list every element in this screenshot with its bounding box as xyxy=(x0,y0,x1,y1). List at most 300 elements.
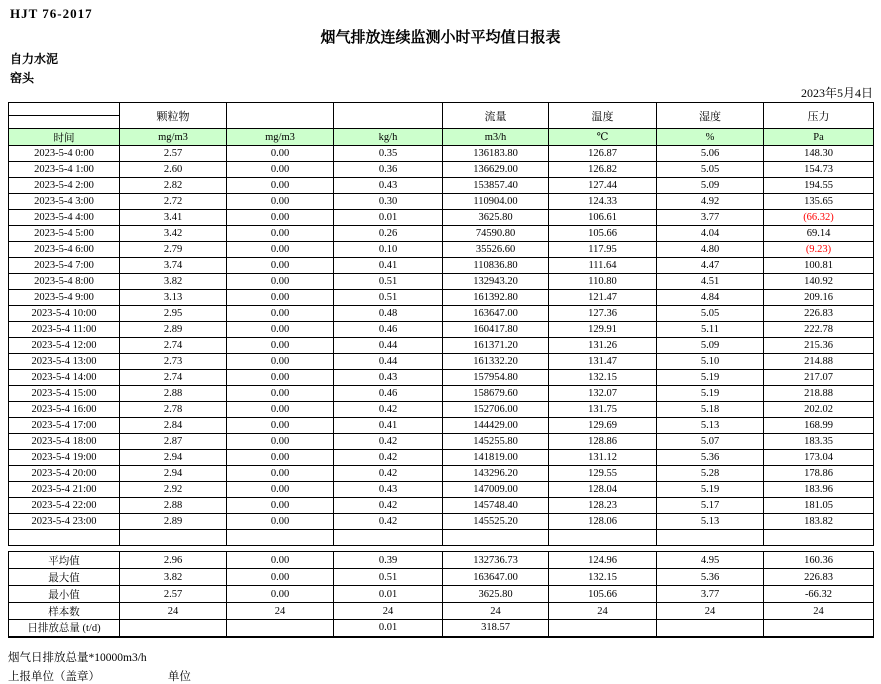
value-cell: 5.18 xyxy=(657,402,764,418)
value-cell: 4.47 xyxy=(657,258,764,274)
value-cell: 145525.20 xyxy=(443,514,549,530)
report-page xyxy=(0,6,881,683)
row-label-cell xyxy=(9,530,120,546)
value-cell: 0.42 xyxy=(334,450,443,466)
value-cell: 0.42 xyxy=(334,514,443,530)
value-cell: 132943.20 xyxy=(443,274,549,290)
value-cell: 161392.80 xyxy=(443,290,549,306)
table-row xyxy=(9,322,874,338)
value-cell: 131.75 xyxy=(549,402,657,418)
value-cell: 178.86 xyxy=(764,466,874,482)
table-row xyxy=(9,603,874,620)
value-cell: 5.19 xyxy=(657,386,764,402)
value-cell: 0.00 xyxy=(227,226,334,242)
value-cell: 0.39 xyxy=(334,552,443,569)
value-cell: 5.09 xyxy=(657,338,764,354)
value-cell: 217.07 xyxy=(764,370,874,386)
value-cell: 24 xyxy=(549,603,657,620)
value-cell: 215.36 xyxy=(764,338,874,354)
value-cell xyxy=(443,530,549,546)
value-cell: 0.01 xyxy=(334,210,443,226)
row-label-cell: 2023-5-4 18:00 xyxy=(9,434,120,450)
value-cell: 5.13 xyxy=(657,418,764,434)
value-cell xyxy=(657,530,764,546)
value-cell: 0.00 xyxy=(227,290,334,306)
table-row xyxy=(9,482,874,498)
row-label-cell: 2023-5-4 13:00 xyxy=(9,354,120,370)
unit-header-percent: % xyxy=(657,129,764,146)
value-cell: 0.36 xyxy=(334,162,443,178)
value-cell: 124.96 xyxy=(549,552,657,569)
value-cell xyxy=(764,530,874,546)
value-cell xyxy=(549,530,657,546)
value-cell xyxy=(549,620,657,637)
value-cell xyxy=(334,530,443,546)
value-cell: 0.43 xyxy=(334,178,443,194)
value-cell: 145748.40 xyxy=(443,498,549,514)
row-label-cell: 最小值 xyxy=(9,586,120,603)
value-cell: 147009.00 xyxy=(443,482,549,498)
value-cell: 69.14 xyxy=(764,226,874,242)
hourly-rows xyxy=(9,146,874,530)
value-cell: (9.23) xyxy=(764,242,874,258)
table-row xyxy=(9,466,874,482)
value-cell: 0.41 xyxy=(334,258,443,274)
value-cell: 226.83 xyxy=(764,569,874,586)
row-label-cell: 2023-5-4 16:00 xyxy=(9,402,120,418)
value-cell: 5.07 xyxy=(657,434,764,450)
value-cell: 128.86 xyxy=(549,434,657,450)
value-cell: 0.00 xyxy=(227,306,334,322)
unit-header-mgm3-1: mg/m3 xyxy=(120,129,227,146)
table-row xyxy=(9,386,874,402)
table-row xyxy=(9,210,874,226)
table-row xyxy=(9,418,874,434)
value-cell: 132.15 xyxy=(549,370,657,386)
value-cell: 202.02 xyxy=(764,402,874,418)
value-cell: 5.19 xyxy=(657,370,764,386)
table-row xyxy=(9,178,874,194)
value-cell: 0.42 xyxy=(334,402,443,418)
value-cell xyxy=(120,620,227,637)
value-cell: 0.00 xyxy=(227,178,334,194)
footer-note: 烟气日排放总量*10000m3/h xyxy=(8,651,147,664)
value-cell: 4.84 xyxy=(657,290,764,306)
value-cell: 183.96 xyxy=(764,482,874,498)
value-cell: 2.82 xyxy=(120,178,227,194)
value-cell: 5.28 xyxy=(657,466,764,482)
corner-cell-bottom xyxy=(9,116,120,129)
value-cell: 0.30 xyxy=(334,194,443,210)
value-cell: 0.46 xyxy=(334,322,443,338)
value-cell: 145255.80 xyxy=(443,434,549,450)
value-cell: 3.42 xyxy=(120,226,227,242)
value-cell: 0.00 xyxy=(227,402,334,418)
value-cell: 0.41 xyxy=(334,418,443,434)
value-cell: 2.88 xyxy=(120,498,227,514)
value-cell: 318.57 xyxy=(443,620,549,637)
value-cell: 3625.80 xyxy=(443,586,549,603)
group-header-temperature: 温度 xyxy=(549,103,657,129)
row-label-cell: 2023-5-4 21:00 xyxy=(9,482,120,498)
table-row xyxy=(9,586,874,603)
value-cell: 127.36 xyxy=(549,306,657,322)
value-cell: 4.04 xyxy=(657,226,764,242)
value-cell: 161371.20 xyxy=(443,338,549,354)
value-cell: 3.74 xyxy=(120,258,227,274)
row-label-cell: 2023-5-4 5:00 xyxy=(9,226,120,242)
row-label-cell: 2023-5-4 23:00 xyxy=(9,514,120,530)
group-header-pressure: 压力 xyxy=(764,103,874,129)
value-cell: 0.00 xyxy=(227,569,334,586)
row-label-cell: 2023-5-4 2:00 xyxy=(9,178,120,194)
value-cell: 131.12 xyxy=(549,450,657,466)
value-cell: 2.94 xyxy=(120,466,227,482)
value-cell: 128.04 xyxy=(549,482,657,498)
value-cell: 0.00 xyxy=(227,450,334,466)
row-label-cell: 2023-5-4 20:00 xyxy=(9,466,120,482)
value-cell: 2.96 xyxy=(120,552,227,569)
value-cell: 0.00 xyxy=(227,370,334,386)
value-cell: 5.36 xyxy=(657,569,764,586)
unit-header-kgh: kg/h xyxy=(334,129,443,146)
value-cell: 3.13 xyxy=(120,290,227,306)
value-cell: 131.26 xyxy=(549,338,657,354)
unit-header-celsius: ℃ xyxy=(549,129,657,146)
value-cell: 2.89 xyxy=(120,322,227,338)
value-cell: 2.73 xyxy=(120,354,227,370)
value-cell: 35526.60 xyxy=(443,242,549,258)
row-label-cell: 最大值 xyxy=(9,569,120,586)
value-cell: 183.35 xyxy=(764,434,874,450)
value-cell: 163647.00 xyxy=(443,306,549,322)
value-cell: 2.60 xyxy=(120,162,227,178)
value-cell: 0.00 xyxy=(227,162,334,178)
value-cell: 3625.80 xyxy=(443,210,549,226)
table-row xyxy=(9,162,874,178)
unit-label: 单位 xyxy=(167,670,191,683)
unit-header-m3h: m3/h xyxy=(443,129,549,146)
value-cell: 0.42 xyxy=(334,466,443,482)
value-cell: 0.51 xyxy=(334,274,443,290)
value-cell: 5.36 xyxy=(657,450,764,466)
value-cell: 160.36 xyxy=(764,552,874,569)
value-cell: 0.00 xyxy=(227,146,334,162)
value-cell: 2.84 xyxy=(120,418,227,434)
hourly-data-table xyxy=(8,102,874,546)
value-cell: 0.43 xyxy=(334,482,443,498)
value-cell: 24 xyxy=(657,603,764,620)
value-cell: 24 xyxy=(120,603,227,620)
value-cell: 117.95 xyxy=(549,242,657,258)
group-header-flow: 流量 xyxy=(443,103,549,129)
value-cell: 226.83 xyxy=(764,306,874,322)
value-cell: 143296.20 xyxy=(443,466,549,482)
value-cell: 0.42 xyxy=(334,498,443,514)
value-cell: 24 xyxy=(334,603,443,620)
value-cell: 132736.73 xyxy=(443,552,549,569)
group-header-blank-1 xyxy=(227,103,334,129)
table-row xyxy=(9,242,874,258)
group-header-row xyxy=(9,103,874,116)
row-label-cell: 日排放总量 (t/d) xyxy=(9,620,120,637)
value-cell: 2.87 xyxy=(120,434,227,450)
value-cell: 160417.80 xyxy=(443,322,549,338)
value-cell: 136629.00 xyxy=(443,162,549,178)
unit-header-pa: Pa xyxy=(764,129,874,146)
empty-spacer-rows xyxy=(9,530,874,546)
summary-rows xyxy=(9,552,874,637)
row-label-cell: 2023-5-4 6:00 xyxy=(9,242,120,258)
value-cell xyxy=(120,530,227,546)
row-label-cell: 2023-5-4 7:00 xyxy=(9,258,120,274)
value-cell: 209.16 xyxy=(764,290,874,306)
table-row xyxy=(9,290,874,306)
value-cell: 106.61 xyxy=(549,210,657,226)
value-cell: 0.44 xyxy=(334,338,443,354)
value-cell: 2.74 xyxy=(120,338,227,354)
row-label-cell: 2023-5-4 12:00 xyxy=(9,338,120,354)
value-cell: 0.46 xyxy=(334,386,443,402)
row-label-cell: 2023-5-4 8:00 xyxy=(9,274,120,290)
row-label-cell: 2023-5-4 11:00 xyxy=(9,322,120,338)
value-cell: 2.72 xyxy=(120,194,227,210)
row-label-cell: 2023-5-4 19:00 xyxy=(9,450,120,466)
value-cell: 0.48 xyxy=(334,306,443,322)
value-cell: 0.00 xyxy=(227,242,334,258)
row-label-cell: 2023-5-4 14:00 xyxy=(9,370,120,386)
value-cell: 5.19 xyxy=(657,482,764,498)
value-cell: 2.92 xyxy=(120,482,227,498)
group-header-particulate: 颗粒物 xyxy=(120,103,227,129)
value-cell: 3.77 xyxy=(657,210,764,226)
value-cell: -66.32 xyxy=(764,586,874,603)
row-label-cell: 2023-5-4 0:00 xyxy=(9,146,120,162)
value-cell: 3.82 xyxy=(120,274,227,290)
value-cell: 0.00 xyxy=(227,322,334,338)
value-cell: 132.15 xyxy=(549,569,657,586)
value-cell: 128.06 xyxy=(549,514,657,530)
value-cell: 105.66 xyxy=(549,586,657,603)
value-cell: 129.91 xyxy=(549,322,657,338)
value-cell: 2.89 xyxy=(120,514,227,530)
value-cell: 132.07 xyxy=(549,386,657,402)
monitoring-point: 窑头 xyxy=(10,71,35,85)
table-row xyxy=(9,530,874,546)
row-label-cell: 2023-5-4 3:00 xyxy=(9,194,120,210)
value-cell: 3.41 xyxy=(120,210,227,226)
row-label-cell: 平均值 xyxy=(9,552,120,569)
value-cell: 126.87 xyxy=(549,146,657,162)
value-cell: 154.73 xyxy=(764,162,874,178)
corner-cell-top xyxy=(9,103,120,116)
table-row xyxy=(9,354,874,370)
table-row xyxy=(9,306,874,322)
value-cell: 24 xyxy=(764,603,874,620)
value-cell: 214.88 xyxy=(764,354,874,370)
table-row xyxy=(9,274,874,290)
value-cell: 144429.00 xyxy=(443,418,549,434)
value-cell: 4.95 xyxy=(657,552,764,569)
value-cell: 5.06 xyxy=(657,146,764,162)
value-cell: 0.00 xyxy=(227,418,334,434)
value-cell: 5.17 xyxy=(657,498,764,514)
row-label-cell: 2023-5-4 10:00 xyxy=(9,306,120,322)
value-cell xyxy=(764,620,874,637)
value-cell: 5.05 xyxy=(657,306,764,322)
value-cell: 163647.00 xyxy=(443,569,549,586)
unit-header-time: 时间 xyxy=(9,129,120,146)
table-row xyxy=(9,146,874,162)
value-cell: 158679.60 xyxy=(443,386,549,402)
value-cell: 5.13 xyxy=(657,514,764,530)
value-cell: 153857.40 xyxy=(443,178,549,194)
value-cell: 136183.80 xyxy=(443,146,549,162)
value-cell: 0.01 xyxy=(334,586,443,603)
value-cell: 183.82 xyxy=(764,514,874,530)
group-header-blank-2 xyxy=(334,103,443,129)
value-cell: 0.43 xyxy=(334,370,443,386)
value-cell: 0.00 xyxy=(227,354,334,370)
table-row xyxy=(9,370,874,386)
value-cell: 181.05 xyxy=(764,498,874,514)
table-row xyxy=(9,552,874,569)
value-cell: 0.00 xyxy=(227,552,334,569)
value-cell: 5.09 xyxy=(657,178,764,194)
value-cell: 2.94 xyxy=(120,450,227,466)
value-cell: 0.01 xyxy=(334,620,443,637)
row-label-cell: 2023-5-4 17:00 xyxy=(9,418,120,434)
row-label-cell: 2023-5-4 4:00 xyxy=(9,210,120,226)
value-cell: 24 xyxy=(227,603,334,620)
value-cell: 4.92 xyxy=(657,194,764,210)
value-cell xyxy=(227,530,334,546)
value-cell: 2.95 xyxy=(120,306,227,322)
value-cell: 121.47 xyxy=(549,290,657,306)
table-row xyxy=(9,226,874,242)
value-cell: 129.69 xyxy=(549,418,657,434)
value-cell: 110.80 xyxy=(549,274,657,290)
value-cell: 2.88 xyxy=(120,386,227,402)
value-cell: 126.82 xyxy=(549,162,657,178)
value-cell: 0.00 xyxy=(227,386,334,402)
value-cell: 124.33 xyxy=(549,194,657,210)
value-cell: 0.44 xyxy=(334,354,443,370)
table-row xyxy=(9,258,874,274)
group-header-humidity: 湿度 xyxy=(657,103,764,129)
value-cell: 131.47 xyxy=(549,354,657,370)
value-cell: 0.35 xyxy=(334,146,443,162)
value-cell: 157954.80 xyxy=(443,370,549,386)
value-cell: 152706.00 xyxy=(443,402,549,418)
footer-signature-line xyxy=(8,668,881,684)
value-cell: 0.00 xyxy=(227,338,334,354)
value-cell: 141819.00 xyxy=(443,450,549,466)
value-cell: 0.00 xyxy=(227,498,334,514)
value-cell: 3.77 xyxy=(657,586,764,603)
value-cell: 111.64 xyxy=(549,258,657,274)
value-cell: 0.00 xyxy=(227,586,334,603)
summary-table xyxy=(8,551,874,638)
value-cell: 0.00 xyxy=(227,434,334,450)
value-cell: 168.99 xyxy=(764,418,874,434)
value-cell: 2.57 xyxy=(120,146,227,162)
value-cell: 173.04 xyxy=(764,450,874,466)
row-label-cell: 2023-5-4 15:00 xyxy=(9,386,120,402)
value-cell: 222.78 xyxy=(764,322,874,338)
company-name: 自力水泥 xyxy=(10,52,59,66)
value-cell: 0.51 xyxy=(334,569,443,586)
value-cell xyxy=(227,620,334,637)
value-cell: 0.00 xyxy=(227,482,334,498)
value-cell: 194.55 xyxy=(764,178,874,194)
unit-header-mgm3-2: mg/m3 xyxy=(227,129,334,146)
table-row xyxy=(9,620,874,637)
value-cell: 0.26 xyxy=(334,226,443,242)
value-cell: 0.51 xyxy=(334,290,443,306)
value-cell: 2.74 xyxy=(120,370,227,386)
unit-header-row xyxy=(9,129,874,146)
value-cell: 110904.00 xyxy=(443,194,549,210)
report-unit-label: 上报单位（盖章） xyxy=(8,670,100,683)
value-cell: 5.11 xyxy=(657,322,764,338)
value-cell: 5.05 xyxy=(657,162,764,178)
value-cell: 2.57 xyxy=(120,586,227,603)
value-cell: 0.42 xyxy=(334,434,443,450)
standard-number: HJT 76-2017 xyxy=(10,6,93,21)
value-cell: 127.44 xyxy=(549,178,657,194)
value-cell: 4.80 xyxy=(657,242,764,258)
value-cell: 0.00 xyxy=(227,210,334,226)
value-cell: 0.10 xyxy=(334,242,443,258)
row-label-cell: 2023-5-4 1:00 xyxy=(9,162,120,178)
value-cell: 148.30 xyxy=(764,146,874,162)
value-cell: 3.82 xyxy=(120,569,227,586)
value-cell: 0.00 xyxy=(227,194,334,210)
value-cell: 218.88 xyxy=(764,386,874,402)
value-cell: 2.79 xyxy=(120,242,227,258)
row-label-cell: 样本数 xyxy=(9,603,120,620)
table-row xyxy=(9,194,874,210)
value-cell: 105.66 xyxy=(549,226,657,242)
value-cell: 110836.80 xyxy=(443,258,549,274)
table-row xyxy=(9,569,874,586)
table-row xyxy=(9,434,874,450)
value-cell: 140.92 xyxy=(764,274,874,290)
value-cell: 128.23 xyxy=(549,498,657,514)
row-label-cell: 2023-5-4 9:00 xyxy=(9,290,120,306)
report-date: 2023年5月4日 xyxy=(800,86,873,100)
report-title: 烟气排放连续监测小时平均值日报表 xyxy=(320,30,561,46)
value-cell: 74590.80 xyxy=(443,226,549,242)
value-cell: 129.55 xyxy=(549,466,657,482)
value-cell: 0.00 xyxy=(227,466,334,482)
value-cell: 4.51 xyxy=(657,274,764,290)
table-row xyxy=(9,498,874,514)
value-cell: (66.32) xyxy=(764,210,874,226)
value-cell xyxy=(657,620,764,637)
value-cell: 135.65 xyxy=(764,194,874,210)
value-cell: 161332.20 xyxy=(443,354,549,370)
value-cell: 0.00 xyxy=(227,258,334,274)
value-cell: 0.00 xyxy=(227,514,334,530)
value-cell: 0.00 xyxy=(227,274,334,290)
value-cell: 24 xyxy=(443,603,549,620)
table-row xyxy=(9,338,874,354)
table-row xyxy=(9,450,874,466)
table-row xyxy=(9,514,874,530)
row-label-cell: 2023-5-4 22:00 xyxy=(9,498,120,514)
